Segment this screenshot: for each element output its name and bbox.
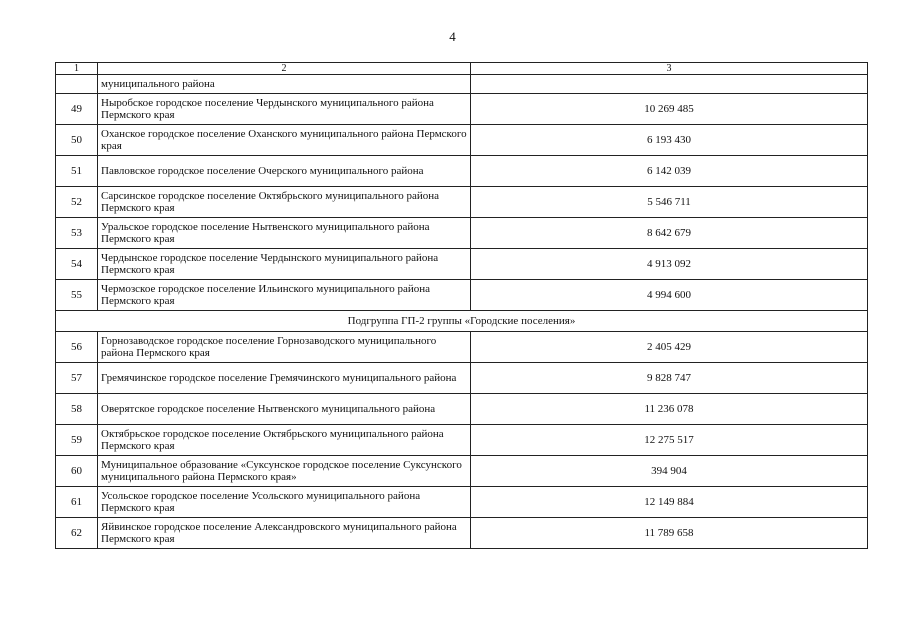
amount: 10 269 485 xyxy=(471,94,868,125)
amount: 4 994 600 xyxy=(471,280,868,311)
settlement-name: Яйвинское городское поселение Александровского муниципального района Пермского края xyxy=(98,518,471,549)
continuation-row xyxy=(56,75,868,94)
continuation-amount xyxy=(471,75,868,94)
settlement-name: Усольское городское поселение Усольского муниципального района Пермского края xyxy=(98,487,471,518)
settlement-name: Ныробское городское поселение Чердынского муниципального района Пермского края xyxy=(98,94,471,125)
table-row xyxy=(56,187,868,218)
row-number: 58 xyxy=(56,394,98,425)
subgroup-title: Подгруппа ГП-2 группы «Городские поселения» xyxy=(56,311,868,332)
settlement-name: Горнозаводское городское поселение Горнозаводского муниципального района Пермского края xyxy=(98,332,471,363)
table-row xyxy=(56,425,868,456)
table-row xyxy=(56,487,868,518)
amount: 12 149 884 xyxy=(471,487,868,518)
row-number: 53 xyxy=(56,218,98,249)
row-number: 50 xyxy=(56,125,98,156)
amount: 6 142 039 xyxy=(471,156,868,187)
table-row xyxy=(56,363,868,394)
continuation-name: муниципального района xyxy=(98,75,471,94)
row-number: 56 xyxy=(56,332,98,363)
table-row xyxy=(56,456,868,487)
table-row xyxy=(56,156,868,187)
settlement-name: Чермозское городское поселение Ильинского муниципального района Пермского края xyxy=(98,280,471,311)
settlement-name: Октябрьское городское поселение Октябрьского муниципального района Пермского края xyxy=(98,425,471,456)
amount: 5 546 711 xyxy=(471,187,868,218)
amount: 11 236 078 xyxy=(471,394,868,425)
row-number: 54 xyxy=(56,249,98,280)
row-number: 59 xyxy=(56,425,98,456)
row-number: 61 xyxy=(56,487,98,518)
table-row xyxy=(56,280,868,311)
amount: 4 913 092 xyxy=(471,249,868,280)
amount: 8 642 679 xyxy=(471,218,868,249)
settlement-name: Муниципальное образование «Суксунское городское поселение Суксунского муниципального района Пермского края» xyxy=(98,456,471,487)
row-number: 62 xyxy=(56,518,98,549)
settlement-name: Чердынское городское поселение Чердынского муниципального района Пермского края xyxy=(98,249,471,280)
settlement-name: Уральское городское поселение Нытвенского муниципального района Пермского края xyxy=(98,218,471,249)
page-number: 4 xyxy=(449,29,456,44)
table-row xyxy=(56,94,868,125)
subgroup-row xyxy=(56,311,868,332)
row-number: 60 xyxy=(56,456,98,487)
row-number: 49 xyxy=(56,94,98,125)
header-col-1: 1 xyxy=(56,63,98,75)
amount: 6 193 430 xyxy=(471,125,868,156)
allocation-table xyxy=(55,62,868,549)
settlement-name: Оверятское городское поселение Нытвенского муниципального района xyxy=(98,394,471,425)
settlement-name: Сарсинское городское поселение Октябрьского муниципального района Пермского края xyxy=(98,187,471,218)
row-number: 52 xyxy=(56,187,98,218)
header-col-3: 3 xyxy=(471,63,868,75)
row-number: 57 xyxy=(56,363,98,394)
table-row xyxy=(56,125,868,156)
table-row xyxy=(56,332,868,363)
amount: 11 789 658 xyxy=(471,518,868,549)
settlement-name: Гремячинское городское поселение Гремячинского муниципального района xyxy=(98,363,471,394)
amount: 9 828 747 xyxy=(471,363,868,394)
row-number: 55 xyxy=(56,280,98,311)
amount: 394 904 xyxy=(471,456,868,487)
table-row xyxy=(56,394,868,425)
table-row xyxy=(56,249,868,280)
row-number: 51 xyxy=(56,156,98,187)
amount: 2 405 429 xyxy=(471,332,868,363)
amount: 12 275 517 xyxy=(471,425,868,456)
settlement-name: Павловское городское поселение Очерского муниципального района xyxy=(98,156,471,187)
settlement-name: Оханское городское поселение Оханского муниципального района Пермского края xyxy=(98,125,471,156)
header-col-2: 2 xyxy=(98,63,471,75)
table-row xyxy=(56,218,868,249)
column-number-header xyxy=(56,63,868,75)
continuation-num xyxy=(56,75,98,94)
table-row xyxy=(56,518,868,549)
